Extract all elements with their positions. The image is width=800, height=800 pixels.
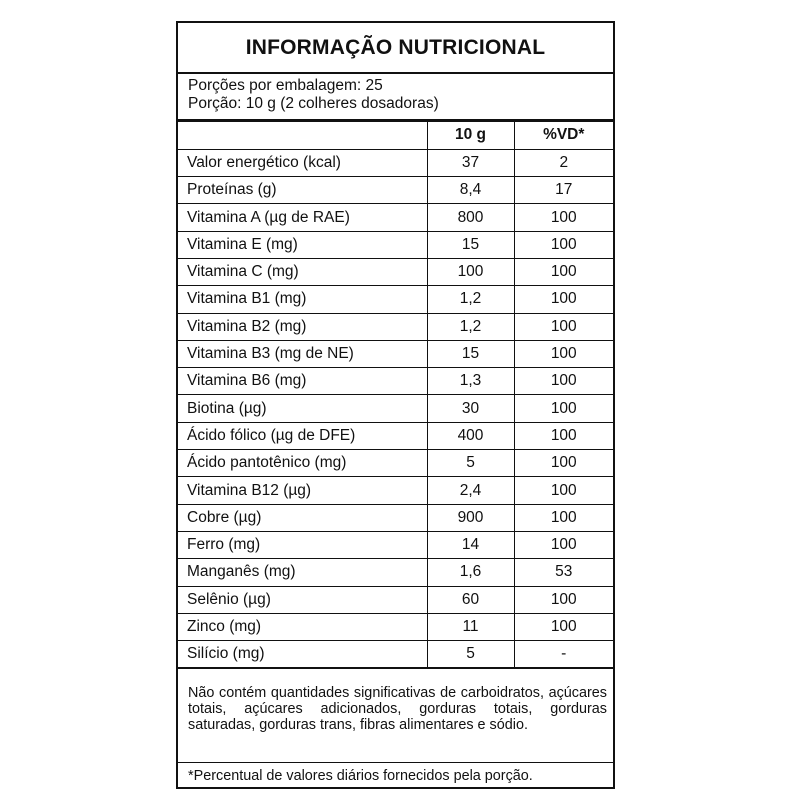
nutrient-amount: 5 bbox=[427, 450, 514, 477]
table-row bbox=[178, 368, 613, 395]
nutrient-amount: 5 bbox=[427, 641, 514, 668]
nutrient-name: Vitamina B12 (µg) bbox=[178, 477, 427, 504]
table-row bbox=[178, 586, 613, 613]
nutrient-daily-value: 100 bbox=[514, 504, 613, 531]
nutrient-name: Vitamina B6 (mg) bbox=[178, 368, 427, 395]
note-divider bbox=[178, 762, 613, 763]
nutrient-amount: 900 bbox=[427, 504, 514, 531]
table-row bbox=[178, 559, 613, 586]
nutrient-name: Vitamina B1 (mg) bbox=[178, 286, 427, 313]
nutrient-amount: 37 bbox=[427, 149, 514, 176]
nutrient-daily-value: 100 bbox=[514, 477, 613, 504]
absence-note: Não contém quantidades significativas de carboidratos, açúcares totais, açúcares adicionados, gorduras totais, gorduras saturadas, gorduras trans, fibras alimentares e sódio. bbox=[188, 685, 607, 733]
daily-value-footnote: *Percentual de valores diários fornecidos pela porção. bbox=[188, 768, 533, 784]
nutrient-daily-value: 100 bbox=[514, 531, 613, 558]
table-row bbox=[178, 286, 613, 313]
nutrient-name: Manganês (mg) bbox=[178, 559, 427, 586]
table-row bbox=[178, 422, 613, 449]
nutrient-name: Vitamina B3 (mg de NE) bbox=[178, 340, 427, 367]
nutrient-daily-value: 100 bbox=[514, 313, 613, 340]
nutrient-amount: 1,2 bbox=[427, 313, 514, 340]
table-row bbox=[178, 231, 613, 258]
nutrient-amount: 8,4 bbox=[427, 177, 514, 204]
nutrient-daily-value: 100 bbox=[514, 422, 613, 449]
table-row bbox=[178, 313, 613, 340]
nutrient-name: Valor energético (kcal) bbox=[178, 149, 427, 176]
nutrient-amount: 15 bbox=[427, 231, 514, 258]
nutrient-daily-value: - bbox=[514, 641, 613, 668]
header-nutrient bbox=[178, 122, 427, 149]
nutrient-amount: 1,3 bbox=[427, 368, 514, 395]
nutrient-name: Ferro (mg) bbox=[178, 531, 427, 558]
table-row bbox=[178, 177, 613, 204]
nutrient-daily-value: 100 bbox=[514, 450, 613, 477]
table-row bbox=[178, 477, 613, 504]
nutrient-name: Biotina (µg) bbox=[178, 395, 427, 422]
title-divider bbox=[178, 72, 613, 74]
nutrient-daily-value: 100 bbox=[514, 258, 613, 285]
nutrient-name: Proteínas (g) bbox=[178, 177, 427, 204]
nutrient-name: Vitamina C (mg) bbox=[178, 258, 427, 285]
nutrient-name: Silício (mg) bbox=[178, 641, 427, 668]
header-amount: 10 g bbox=[427, 122, 514, 149]
nutrition-facts-panel bbox=[176, 21, 615, 789]
nutrient-name: Vitamina A (µg de RAE) bbox=[178, 204, 427, 231]
nutrient-daily-value: 100 bbox=[514, 286, 613, 313]
nutrient-amount: 400 bbox=[427, 422, 514, 449]
nutrient-daily-value: 100 bbox=[514, 395, 613, 422]
nutrient-daily-value: 53 bbox=[514, 559, 613, 586]
table-row bbox=[178, 531, 613, 558]
nutrient-daily-value: 100 bbox=[514, 586, 613, 613]
table-row bbox=[178, 149, 613, 176]
table-row bbox=[178, 613, 613, 640]
table-row bbox=[178, 450, 613, 477]
nutrient-amount: 60 bbox=[427, 586, 514, 613]
nutrient-amount: 2,4 bbox=[427, 477, 514, 504]
nutrient-name: Vitamina E (mg) bbox=[178, 231, 427, 258]
nutrient-amount: 14 bbox=[427, 531, 514, 558]
nutrient-amount: 100 bbox=[427, 258, 514, 285]
nutrient-amount: 30 bbox=[427, 395, 514, 422]
nutrient-name: Selênio (µg) bbox=[178, 586, 427, 613]
nutrient-daily-value: 100 bbox=[514, 613, 613, 640]
nutrient-daily-value: 17 bbox=[514, 177, 613, 204]
nutrient-daily-value: 100 bbox=[514, 204, 613, 231]
nutrient-amount: 800 bbox=[427, 204, 514, 231]
panel-title: INFORMAÇÃO NUTRICIONAL bbox=[245, 36, 546, 59]
table-row bbox=[178, 641, 613, 668]
serving-size: Porção: 10 g (2 colheres dosadoras) bbox=[188, 95, 439, 112]
nutrient-amount: 11 bbox=[427, 613, 514, 640]
table-header-row bbox=[178, 122, 613, 149]
table-row bbox=[178, 395, 613, 422]
nutrient-name: Cobre (µg) bbox=[178, 504, 427, 531]
nutrient-daily-value: 100 bbox=[514, 340, 613, 367]
table-row bbox=[178, 258, 613, 285]
nutrient-daily-value: 2 bbox=[514, 149, 613, 176]
nutrient-name: Vitamina B2 (mg) bbox=[178, 313, 427, 340]
table-row bbox=[178, 340, 613, 367]
servings-per-package: Porções por embalagem: 25 bbox=[188, 77, 383, 94]
nutrient-name: Ácido fólico (µg de DFE) bbox=[178, 422, 427, 449]
table-row bbox=[178, 204, 613, 231]
nutrient-amount: 1,2 bbox=[427, 286, 514, 313]
nutrient-name: Zinco (mg) bbox=[178, 613, 427, 640]
nutrient-amount: 1,6 bbox=[427, 559, 514, 586]
nutrient-daily-value: 100 bbox=[514, 368, 613, 395]
table-row bbox=[178, 504, 613, 531]
nutrient-amount: 15 bbox=[427, 340, 514, 367]
nutrient-daily-value: 100 bbox=[514, 231, 613, 258]
nutrition-table bbox=[178, 122, 613, 669]
nutrient-name: Ácido pantotênico (mg) bbox=[178, 450, 427, 477]
header-daily-value: %VD* bbox=[514, 122, 613, 149]
